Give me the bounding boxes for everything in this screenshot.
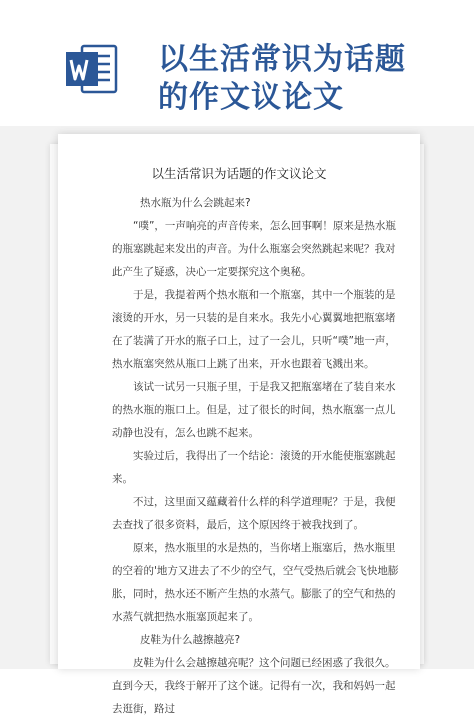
banner-title-line1: 以生活常识为话题 [158,42,406,77]
document-title: 以生活常识为话题的作文议论文 [151,166,327,181]
paragraph: 实验过后，我得出了一个结论：滚烫的开水能使瓶塞跳起来。 [112,450,396,485]
paragraph: 于是，我提着两个热水瓶和一个瓶塞，其中一个瓶装的是滚烫的开水，另一只装的是自来水。我先小心翼翼地把瓶塞堵在了装满了开水的瓶子口上，过了一会儿，只听“噗”地一声，热水瓶塞突然从瓶口上跳了出来，开水也跟着飞溅出来。 [112,289,396,370]
section-heading: 热水瓶为什么会跳起来? [140,197,251,209]
banner [0,0,474,126]
document-body [112,192,402,721]
paragraph: 不过，这里面又蕴藏着什么样的科学道理呢？于是，我便去查找了很多资料，最后，这个原因终于被我找到了。 [112,496,396,531]
paragraph: 该试一试另一只瓶子里，于是我又把瓶塞堵在了装自来水的热水瓶的瓶口上。但是，过了很长的时间，热水瓶塞一点儿动静也没有，怎么也跳不起来。 [112,381,396,439]
word-document-icon [64,42,118,96]
paragraph: 原来，热水瓶里的水是热的，当你堵上瓶塞后，热水瓶里的空着的'地方又进去了不少的空气，空气受热后就会飞快地膨胀，同时，热水还不断产生热的水蒸气。膨胀了的空气和热的水蒸气就把热水瓶塞顶起来了。 [112,542,399,623]
document-page [58,134,420,715]
document-preview [0,126,474,715]
paragraph: 皮鞋为什么会越擦越亮呢？这个问题已经困惑了我很久。直到今天，我终于解开了这个谜。记得有一次，我和妈妈一起去逛街，路过 [112,657,396,715]
paragraph: “噗”，一声响亮的声音传来，怎么回事啊！原来是热水瓶的瓶塞跳起来发出的声音。为什么瓶塞会突然跳起来呢？我对此产生了疑惑，决心一定要探究这个奥秘。 [112,220,396,278]
banner-title-line2: 的作文议论文 [158,80,344,115]
section-heading: 皮鞋为什么越擦越亮? [140,634,241,646]
